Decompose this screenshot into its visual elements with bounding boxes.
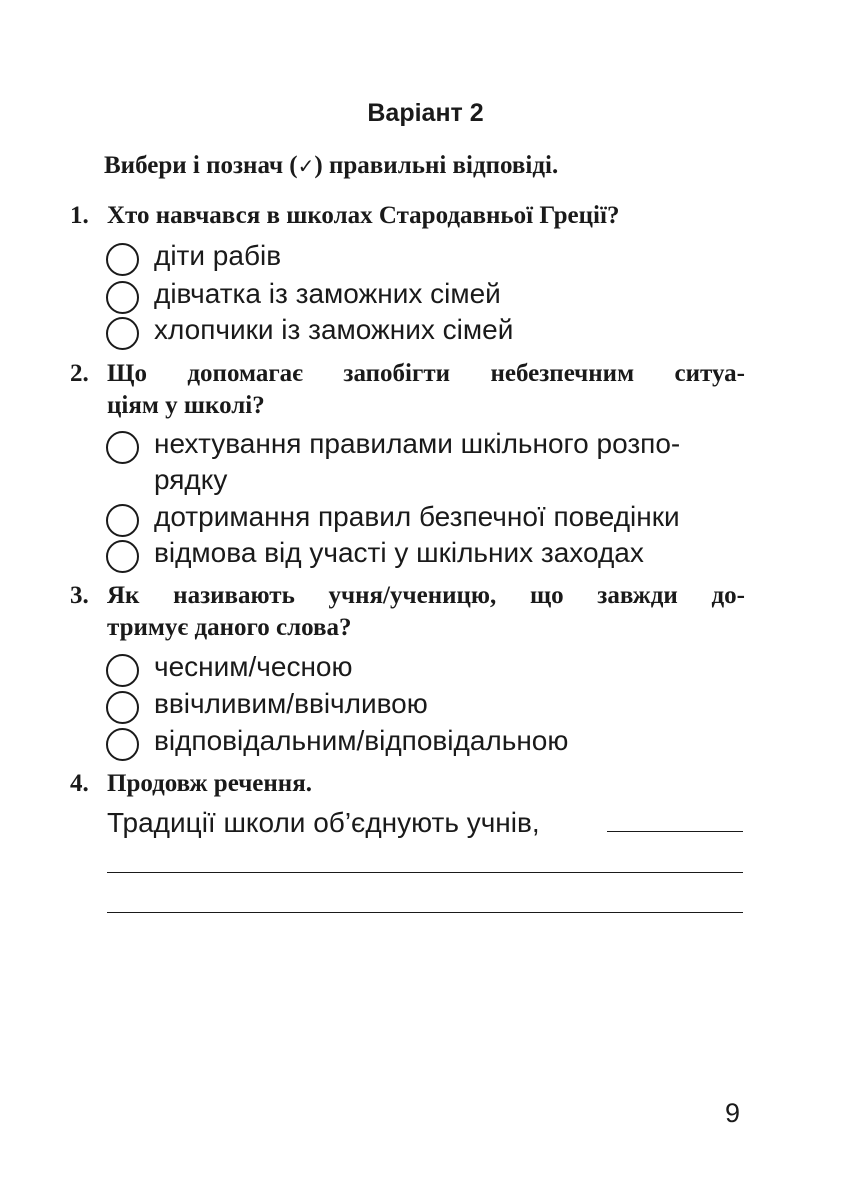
question-text: Хто навчався в школах Стародавньої Греції? xyxy=(107,202,620,229)
option-label xyxy=(154,426,749,498)
question-number: 4. xyxy=(70,770,89,797)
sentence-start: Традиції школи об’єднують учнів, xyxy=(107,807,540,838)
question-3-line-2: тримує даного слова? xyxy=(107,614,352,641)
answer-circle[interactable] xyxy=(106,691,139,724)
option-label-line-1: нехтування правилами шкільного розпо- xyxy=(154,428,681,459)
answer-line-2[interactable] xyxy=(107,872,743,873)
answer-circle[interactable] xyxy=(106,504,139,537)
variant-title: Варіант 2 xyxy=(367,99,484,127)
question-2 xyxy=(70,358,745,422)
answer-line-3[interactable] xyxy=(107,912,743,913)
question-number: 1. xyxy=(70,202,89,229)
option-label: дівчатка із заможних сімей xyxy=(154,278,501,309)
checkmark-icon: ✓ xyxy=(297,154,315,178)
answer-line-1[interactable] xyxy=(607,831,743,832)
question-1-line-1 xyxy=(70,200,745,232)
option-label: діти рабів xyxy=(154,240,282,271)
option-label: дотримання правил безпечної поведінки xyxy=(154,501,680,532)
question-text: Продовж речення. xyxy=(107,770,312,797)
option-label: відмова від участі у шкільних заходах xyxy=(154,537,644,568)
question-2-line-1 xyxy=(70,358,745,390)
instruction-text-start: Вибери і познач ( xyxy=(104,152,298,179)
question-text: Як називають учня/ученицю, що завжди до- xyxy=(107,582,745,609)
answer-circle[interactable] xyxy=(106,317,139,350)
question-text: Що допомагає запобігти небезпечним ситуа- xyxy=(107,360,745,387)
option-label-line-2: рядку xyxy=(154,464,228,495)
instruction-text-end: ) правильні відповіді. xyxy=(314,152,559,179)
answer-circle[interactable] xyxy=(106,281,139,314)
page-number: 9 xyxy=(725,1098,741,1128)
option-label: чесним/чесною xyxy=(154,651,353,682)
answer-circle[interactable] xyxy=(106,654,139,687)
question-3-line-1 xyxy=(70,580,745,612)
answer-circle[interactable] xyxy=(106,728,139,761)
question-4 xyxy=(70,768,745,800)
question-number: 2. xyxy=(70,360,89,387)
option-label: ввічливим/ввічливою xyxy=(154,688,428,719)
question-4-line-1 xyxy=(70,768,745,800)
answer-circle[interactable] xyxy=(106,431,139,464)
question-2-line-2: ціям у школі? xyxy=(107,392,265,419)
answer-circle[interactable] xyxy=(106,243,139,276)
question-3 xyxy=(70,580,745,644)
answer-circle[interactable] xyxy=(106,540,139,573)
question-1 xyxy=(70,200,745,232)
instruction-text xyxy=(104,150,558,182)
option-label: хлопчики із заможних сімей xyxy=(154,314,514,345)
option-label: відповідальним/відповідальною xyxy=(154,725,569,756)
question-number: 3. xyxy=(70,582,89,609)
